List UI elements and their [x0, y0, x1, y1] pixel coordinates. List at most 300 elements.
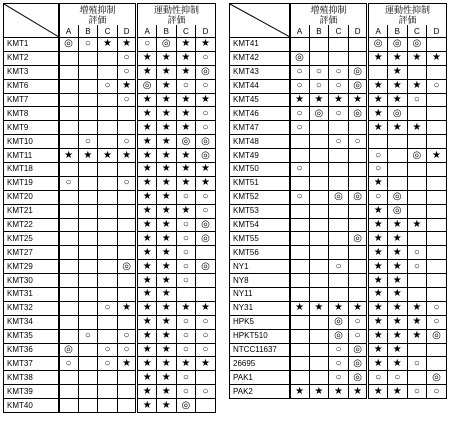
subcol-label-prolif-1: B [309, 25, 329, 37]
prolif-eval-cell: ★ [309, 93, 329, 107]
motility-eval-cell: ★ [387, 51, 407, 65]
motility-eval-cell: ★ [407, 51, 427, 65]
motility-eval-cell: ○ [176, 371, 196, 385]
motility-eval-cell [387, 176, 407, 190]
motility-eval-cell: ★ [407, 315, 427, 329]
prolif-eval-cell [98, 329, 118, 343]
strain-name-cell: KMT29 [4, 260, 59, 274]
prolif-eval-cell: ★ [117, 79, 137, 93]
motility-eval-cell: ◎ [407, 38, 427, 52]
motility-eval-cell: ○ [427, 79, 447, 93]
table-row [4, 274, 216, 288]
motility-eval-cell: ○ [176, 260, 196, 274]
prolif-eval-cell: ★ [309, 301, 329, 315]
prolif-eval-cell [59, 218, 79, 232]
motility-eval-cell: ★ [387, 274, 407, 288]
motility-eval-cell: ★ [156, 190, 176, 204]
prolif-eval-cell [290, 149, 310, 163]
prolif-eval-cell [309, 135, 329, 149]
table-row [4, 79, 216, 93]
prolif-eval-cell [348, 51, 368, 65]
motility-eval-cell: ★ [137, 218, 157, 232]
prolif-eval-cell [98, 93, 118, 107]
motility-eval-cell: ★ [137, 176, 157, 190]
motility-eval-cell: ★ [156, 246, 176, 260]
motility-eval-cell [427, 176, 447, 190]
motility-eval-cell: ★ [156, 260, 176, 274]
motility-eval-cell: ○ [196, 107, 216, 121]
motility-eval-cell: ★ [137, 371, 157, 385]
motility-eval-cell: ★ [387, 79, 407, 93]
prolif-eval-cell [329, 218, 349, 232]
table-row [4, 246, 216, 260]
prolif-eval-cell [290, 288, 310, 302]
prolif-eval-cell [78, 288, 98, 302]
subcol-label-motility-2: C [407, 25, 427, 37]
prolif-eval-cell [290, 260, 310, 274]
prolif-eval-cell [117, 371, 137, 385]
proliferation-eval-header-line2: 評価 [319, 14, 338, 25]
subcol-label-prolif-1: B [78, 25, 98, 37]
motility-eval-cell: ○ [368, 190, 388, 204]
motility-eval-cell: ★ [368, 315, 388, 329]
motility-eval-cell: ◎ [196, 149, 216, 163]
prolif-eval-cell [329, 163, 349, 177]
prolif-eval-cell [59, 121, 79, 135]
motility-eval-cell: ★ [368, 357, 388, 371]
prolif-eval-cell [78, 121, 98, 135]
prolif-eval-cell [348, 176, 368, 190]
motility-eval-cell: ★ [368, 121, 388, 135]
motility-eval-cell: ★ [368, 343, 388, 357]
table-row [230, 176, 447, 190]
motility-eval-cell: ★ [368, 93, 388, 107]
table-row [230, 260, 447, 274]
motility-eval-cell: ★ [137, 204, 157, 218]
table-row [4, 288, 216, 302]
motility-eval-cell: ★ [387, 329, 407, 343]
prolif-eval-cell [59, 204, 79, 218]
prolif-eval-cell: ◎ [348, 371, 368, 385]
motility-eval-cell: ○ [176, 343, 196, 357]
strain-name-cell: KMT40 [4, 399, 59, 413]
prolif-eval-cell [98, 176, 118, 190]
motility-eval-cell: ◎ [387, 204, 407, 218]
prolif-eval-cell [117, 274, 137, 288]
motility-eval-cell: ★ [387, 343, 407, 357]
motility-eval-cell: ★ [368, 329, 388, 343]
prolif-eval-cell [309, 149, 329, 163]
prolif-eval-cell: ○ [117, 51, 137, 65]
motility-eval-cell: ○ [407, 357, 427, 371]
table-row [4, 385, 216, 399]
motility-eval-cell: ★ [156, 232, 176, 246]
motility-eval-cell: ★ [137, 232, 157, 246]
prolif-eval-cell [59, 329, 79, 343]
prolif-eval-cell: ◎ [329, 329, 349, 343]
prolif-eval-cell: ○ [98, 357, 118, 371]
motility-eval-cell: ★ [156, 315, 176, 329]
motility-eval-cell: ★ [156, 301, 176, 315]
prolif-eval-cell [290, 371, 310, 385]
motility-eval-cell [427, 357, 447, 371]
motility-eval-cell: ★ [176, 38, 196, 52]
motility-eval-cell: ★ [137, 385, 157, 399]
prolif-eval-cell: ○ [329, 260, 349, 274]
table-row [230, 204, 447, 218]
prolif-eval-cell: ◎ [59, 38, 79, 52]
table-row [4, 399, 216, 413]
motility-eval-cell: ★ [368, 260, 388, 274]
subcol-label-prolif-2: C [329, 25, 349, 37]
prolif-eval-cell [59, 93, 79, 107]
strain-name-cell: NTCC11637 [230, 343, 290, 357]
motility-eval-cell: ★ [156, 107, 176, 121]
prolif-eval-cell: ○ [290, 65, 310, 79]
prolif-eval-cell [98, 385, 118, 399]
prolif-eval-cell: ★ [329, 301, 349, 315]
prolif-eval-cell [78, 260, 98, 274]
prolif-eval-cell [98, 288, 118, 302]
motility-eval-cell: ★ [156, 343, 176, 357]
prolif-eval-cell [98, 246, 118, 260]
prolif-eval-cell [329, 246, 349, 260]
motility-eval-cell: ★ [387, 260, 407, 274]
prolif-eval-cell [78, 65, 98, 79]
table-row [230, 371, 447, 385]
strain-name-cell: KMT52 [230, 190, 290, 204]
motility-eval-cell: ○ [407, 93, 427, 107]
prolif-eval-cell: ◎ [309, 107, 329, 121]
motility-eval-cell: ★ [368, 218, 388, 232]
prolif-eval-cell: ○ [290, 163, 310, 177]
prolif-eval-cell: ★ [309, 385, 329, 399]
prolif-eval-cell: ○ [309, 65, 329, 79]
motility-eval-cell: ◎ [196, 135, 216, 149]
motility-eval-cell: ★ [156, 357, 176, 371]
prolif-eval-cell [98, 315, 118, 329]
table-row [4, 38, 216, 52]
strain-name-cell: HPK5 [230, 315, 290, 329]
motility-eval-cell: ○ [407, 385, 427, 399]
prolif-eval-cell [59, 371, 79, 385]
table-row [230, 218, 447, 232]
table-row [4, 135, 216, 149]
strain-name-cell: PAK1 [230, 371, 290, 385]
motility-eval-cell: ★ [427, 149, 447, 163]
strain-name-cell: KMT37 [4, 357, 59, 371]
strain-name-cell: KMT51 [230, 176, 290, 190]
proliferation-eval-header-line1: 増殖抑制 [79, 4, 116, 15]
motility-eval-cell: ★ [137, 190, 157, 204]
prolif-eval-cell: ○ [98, 301, 118, 315]
motility-eval-cell [407, 288, 427, 302]
motility-eval-cell [407, 204, 427, 218]
strain-name-cell: KMT41 [230, 38, 290, 52]
motility-eval-cell: ★ [387, 65, 407, 79]
prolif-eval-cell: ○ [329, 357, 349, 371]
prolif-eval-cell [309, 288, 329, 302]
strain-name-cell: KMT6 [4, 79, 59, 93]
prolif-eval-cell [329, 121, 349, 135]
motility-eval-cell: ○ [196, 121, 216, 135]
strain-name-cell: KMT50 [230, 163, 290, 177]
prolif-eval-cell [309, 121, 329, 135]
prolif-eval-cell: ○ [117, 176, 137, 190]
prolif-eval-cell [59, 51, 79, 65]
motility-eval-cell: ★ [137, 260, 157, 274]
table-row [230, 274, 447, 288]
strain-name-cell: NY31 [230, 301, 290, 315]
table-row [230, 329, 447, 343]
motility-eval-cell: ★ [137, 315, 157, 329]
motility-eval-cell: ◎ [137, 79, 157, 93]
motility-eval-cell [407, 176, 427, 190]
motility-eval-cell: ★ [137, 163, 157, 177]
motility-eval-cell: ○ [407, 260, 427, 274]
table-row [4, 51, 216, 65]
motility-eval-cell: ★ [137, 135, 157, 149]
table-row [4, 107, 216, 121]
prolif-eval-cell [309, 260, 329, 274]
strain-name-cell: KMT7 [4, 93, 59, 107]
prolif-eval-cell [98, 190, 118, 204]
table-row [230, 121, 447, 135]
motility-eval-cell: ★ [407, 218, 427, 232]
strain-name-cell: KMT35 [4, 329, 59, 343]
prolif-eval-cell [309, 232, 329, 246]
motility-eval-cell: ★ [156, 121, 176, 135]
motility-eval-cell: ★ [176, 204, 196, 218]
prolif-eval-cell [348, 288, 368, 302]
header-row [4, 4, 216, 26]
motility-eval-cell: ○ [137, 38, 157, 52]
prolif-eval-cell: ○ [329, 65, 349, 79]
prolif-eval-cell: ○ [329, 107, 349, 121]
motility-eval-cell [196, 288, 216, 302]
prolif-eval-cell: ◎ [348, 357, 368, 371]
motility-eval-cell: ★ [156, 288, 176, 302]
motility-eval-cell: ★ [387, 385, 407, 399]
prolif-eval-cell: ◎ [348, 190, 368, 204]
motility-eval-cell: ★ [368, 385, 388, 399]
table-row [4, 343, 216, 357]
motility-eval-cell: ★ [137, 357, 157, 371]
table-row [230, 79, 447, 93]
prolif-eval-cell [309, 204, 329, 218]
prolif-eval-cell: ○ [117, 65, 137, 79]
table-row [4, 371, 216, 385]
prolif-eval-cell [59, 232, 79, 246]
motility-eval-cell: ★ [387, 93, 407, 107]
prolif-eval-cell [348, 246, 368, 260]
prolif-eval-cell [117, 218, 137, 232]
motility-eval-cell: ◎ [368, 38, 388, 52]
motility-eval-cell: ★ [176, 176, 196, 190]
motility-eval-cell: ◎ [196, 218, 216, 232]
prolif-eval-cell [78, 93, 98, 107]
motility-eval-cell: ★ [156, 51, 176, 65]
motility-eval-cell: ★ [156, 135, 176, 149]
motility-eval-cell: ○ [176, 329, 196, 343]
motility-eval-cell [196, 246, 216, 260]
motility-eval-cell: ★ [368, 79, 388, 93]
prolif-eval-cell: ○ [78, 38, 98, 52]
motility-eval-cell: ★ [368, 301, 388, 315]
prolif-eval-cell [78, 343, 98, 357]
prolif-eval-cell: ◎ [329, 190, 349, 204]
prolif-eval-cell: ★ [290, 301, 310, 315]
motility-eval-cell: ★ [387, 288, 407, 302]
motility-eval-cell: ★ [137, 149, 157, 163]
prolif-eval-cell: ○ [348, 135, 368, 149]
motility-eval-cell: ★ [137, 301, 157, 315]
motility-eval-cell: ★ [387, 357, 407, 371]
motility-eval-cell: ★ [156, 385, 176, 399]
motility-eval-header-line2: 評価 [167, 14, 186, 25]
motility-eval-cell: ★ [137, 51, 157, 65]
prolif-eval-cell [348, 163, 368, 177]
prolif-eval-cell: ○ [290, 121, 310, 135]
motility-eval-header-line1: 運動性抑制 [385, 4, 431, 15]
motility-eval-cell: ○ [176, 190, 196, 204]
prolif-eval-cell [117, 288, 137, 302]
motility-eval-cell: ★ [176, 93, 196, 107]
motility-eval-cell: ○ [196, 385, 216, 399]
motility-eval-cell [427, 38, 447, 52]
motility-eval-cell: ★ [156, 329, 176, 343]
strain-name-cell: KMT21 [4, 204, 59, 218]
table-row [230, 107, 447, 121]
prolif-eval-cell [78, 51, 98, 65]
prolif-eval-cell [309, 315, 329, 329]
strain-name-cell: KMT32 [4, 301, 59, 315]
prolif-eval-cell [290, 135, 310, 149]
motility-eval-cell: ◎ [387, 107, 407, 121]
motility-eval-cell: ★ [176, 51, 196, 65]
subcol-label-motility-1: B [387, 25, 407, 37]
table-row [230, 232, 447, 246]
prolif-eval-cell [78, 163, 98, 177]
prolif-eval-cell [78, 371, 98, 385]
prolif-eval-cell: ○ [329, 343, 349, 357]
prolif-eval-cell [117, 163, 137, 177]
table-row [230, 288, 447, 302]
subcol-label-motility-1: B [156, 25, 176, 37]
motility-eval-cell: ★ [156, 93, 176, 107]
motility-eval-cell: ◎ [176, 135, 196, 149]
motility-eval-cell: ★ [407, 79, 427, 93]
table-row [230, 93, 447, 107]
prolif-eval-cell [329, 149, 349, 163]
prolif-eval-cell [78, 218, 98, 232]
table-row [230, 343, 447, 357]
motility-eval-cell: ★ [156, 163, 176, 177]
prolif-eval-cell [78, 232, 98, 246]
prolif-eval-cell [98, 218, 118, 232]
prolif-eval-cell [329, 204, 349, 218]
table-row [230, 65, 447, 79]
motility-eval-cell: ★ [407, 301, 427, 315]
motility-eval-cell: ★ [176, 65, 196, 79]
prolif-eval-cell [290, 274, 310, 288]
prolif-eval-cell [59, 190, 79, 204]
motility-eval-cell: ★ [368, 246, 388, 260]
header-row [230, 4, 447, 26]
prolif-eval-cell [98, 65, 118, 79]
strain-name-cell: KMT56 [230, 246, 290, 260]
prolif-eval-cell: ○ [290, 107, 310, 121]
prolif-eval-cell [329, 176, 349, 190]
results-table-left [3, 3, 216, 413]
strain-name-cell: KMT3 [4, 65, 59, 79]
prolif-eval-cell: ★ [78, 149, 98, 163]
prolif-eval-cell [98, 274, 118, 288]
prolif-eval-cell [59, 79, 79, 93]
motility-eval-cell [387, 163, 407, 177]
prolif-eval-cell: ○ [329, 135, 349, 149]
motility-eval-cell: ○ [196, 329, 216, 343]
table-row [4, 93, 216, 107]
strain-name-cell: KMT8 [4, 107, 59, 121]
motility-eval-cell [427, 288, 447, 302]
strain-name-cell: KMT38 [4, 371, 59, 385]
subcol-label-motility-3: D [427, 25, 447, 37]
prolif-eval-cell [290, 38, 310, 52]
motility-eval-cell: ★ [196, 163, 216, 177]
motility-eval-cell: ★ [196, 357, 216, 371]
motility-eval-cell [427, 246, 447, 260]
prolif-eval-cell [290, 232, 310, 246]
motility-eval-cell: ★ [137, 399, 157, 413]
prolif-eval-cell: ◎ [348, 343, 368, 357]
motility-eval-cell: ★ [137, 107, 157, 121]
prolif-eval-cell [78, 204, 98, 218]
prolif-eval-cell [98, 204, 118, 218]
prolif-eval-cell: ○ [98, 79, 118, 93]
strain-name-cell: KMT18 [4, 163, 59, 177]
prolif-eval-cell: ○ [78, 135, 98, 149]
motility-eval-cell: ★ [196, 176, 216, 190]
motility-eval-cell [196, 399, 216, 413]
table-row [230, 149, 447, 163]
proliferation-eval-header-line1: 増殖抑制 [310, 4, 347, 15]
prolif-eval-cell [290, 246, 310, 260]
prolif-eval-cell: ○ [348, 315, 368, 329]
motility-eval-cell: ★ [196, 93, 216, 107]
prolif-eval-cell: ◎ [348, 79, 368, 93]
prolif-eval-cell [309, 176, 329, 190]
motility-eval-cell: ◎ [427, 329, 447, 343]
prolif-eval-cell [309, 51, 329, 65]
table-row [230, 163, 447, 177]
prolif-eval-cell [290, 357, 310, 371]
motility-eval-cell [407, 232, 427, 246]
prolif-eval-cell [78, 274, 98, 288]
prolif-eval-cell [98, 135, 118, 149]
prolif-eval-cell [117, 232, 137, 246]
prolif-eval-cell: ○ [290, 79, 310, 93]
motility-eval-cell [368, 135, 388, 149]
motility-eval-cell: ★ [137, 121, 157, 135]
motility-eval-cell: ○ [176, 218, 196, 232]
prolif-eval-cell: ○ [117, 329, 137, 343]
strain-name-cell: NY1 [230, 260, 290, 274]
prolif-eval-cell: ★ [329, 385, 349, 399]
motility-eval-cell: ○ [176, 274, 196, 288]
prolif-eval-cell [78, 79, 98, 93]
motility-eval-cell [387, 149, 407, 163]
